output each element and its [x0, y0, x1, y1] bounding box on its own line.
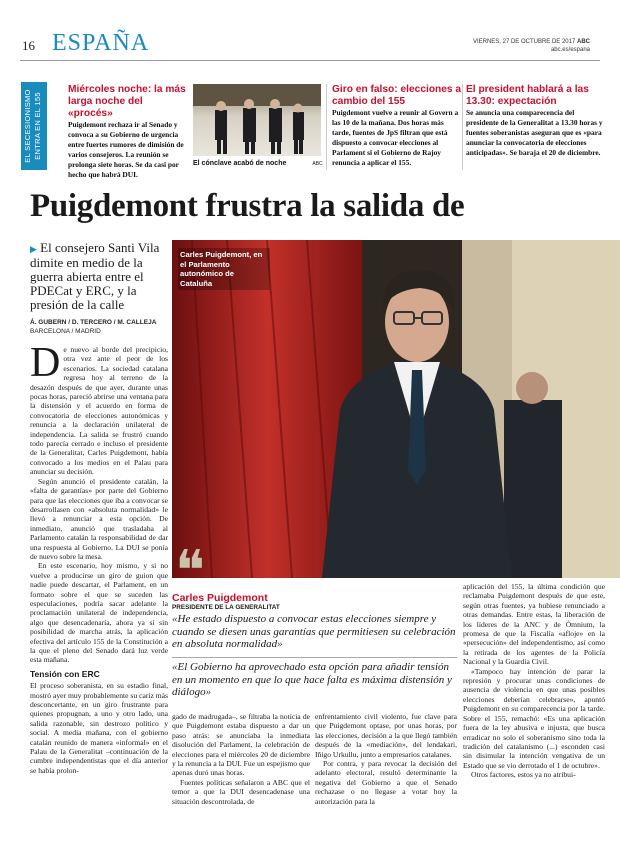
body-paragraph: aplicación del 155, la última condición que reclamaba Puigdemont después de que este, según otras fuentes, ya hubiese renunciado a otras demandas. Entre estas, la liberación de los líderes de la ANC y de Òmnium, la promesa de que la Fiscalía «afloje» en la «persecución» del independentismo, así como la retirada de los agentes de la Policía Nacional y la Guardia Civil. [463, 582, 605, 667]
body-paragraph: Según anunció el presidente catalán, la «falta de garantías» por parte del Gobierno para que las elecciones que iba a convocar se desarrollasen con «absoluta normalidad» le llevó a renunciar a esta opción. De inmediato, anunció que trasladaba al Parlamento catalán la responsabilidad de dar una respuesta al Gobierno. La DUI se ponía de nuevo sobre la mesa. [30, 476, 168, 561]
dropcap: D [30, 340, 61, 386]
body-paragraph: Por contra, y para revocar la decisión del adelanto electoral, resultó determinante la negativa del Gobierno a que el Senado rechazase o no llegase a votar hoy la autorización para la [315, 759, 457, 806]
blurb-title: Miércoles noche: la más larga noche del «procés» [68, 84, 186, 119]
quote-author-role: PRESIDENTE DE LA GENERALITAT [172, 604, 280, 611]
blurb-text: Puigdemont rechaza ir al Senado y convoca a su Gobierno de urgencia entre fuertes rumores de dimisión de varios consejeros. La reunión se prolonga siete horas. Se da casi por hecho que habrá DUI. [68, 120, 184, 179]
timeline-blurb-2 [332, 84, 462, 168]
body-paragraph: gado de madrugada–, se filtraba la noticia de que Puigdemont estaba dispuesto a dar un paso atrás: se anunciaba la inmediata disolución del Parlament, la celebración de elecciones para el miércoles 20 de diciembre y la renuncia a la DUI. Fue un espejismo que apenas duró unas horas. [172, 712, 310, 778]
brand: ABC [577, 39, 590, 45]
people-walking-illustration [193, 84, 321, 156]
body-column-1 [30, 340, 168, 775]
subsection-heading: Tensión con ERC [30, 668, 100, 679]
pull-quote-1: «He estado dispuesto a convocar estas elecciones siempre y cuando se diesen unas garantías que permitiesen su celebración en absoluta normalidad» [172, 613, 456, 650]
subhead [30, 241, 170, 312]
body-column-2 [172, 712, 310, 806]
top-photo-credit: ABC [312, 161, 323, 167]
body-paragraph: e nuevo al borde del precipicio, otra vez ante el peor de los escenarios. La sociedad catalana regresa hoy al terreno de la desazón después de que ayer, durante unas pocas horas, pareció abrirse una ventana para la distensión y el acuerdo en forma de convocatoria de elecciones autonómicas y renuncia a la declaración unilateral de independencia. La salida se frustró cuando todo parecía cerrado e incluso el presidente de la Generalitat, Carles Puigdemont, había convocado a los medios en el Palau para anunciar su decisión. [30, 345, 168, 477]
body-column-4 [463, 582, 605, 780]
header-rule [20, 60, 600, 61]
body-paragraph: «Tampoco hay intención de parar la represión y procurar unas condiciones de ausencia de violencia en que unas posibles elecciones deberían celebrarse», apuntó Puigdemont en su comparecencia por la tarde. Sobre el 155, remachó: «Es una aplicación fuera de la ley abusiva e injusta, que busca erradicar no solo el soberanismo sino toda la tradición del catalanismo (...) esconden casi sin disimular la intención vengativa de un Estado que se vio derrotado el 1 de octubre». [463, 666, 605, 770]
quote-author: Carles Puigdemont [172, 592, 268, 604]
byline [30, 318, 180, 336]
section-title: ESPAÑA [52, 30, 150, 56]
top-photo-caption [193, 160, 323, 167]
blurb-divider [462, 84, 463, 170]
body-paragraph: Fuentes políticas señalaron a ABC que el temor a que la DUI desencadenase una situación descontrolada, de [172, 777, 310, 806]
quote-divider [172, 657, 457, 658]
body-paragraph: En este escenario, hoy mismo, y si no vuelve a producirse un giro de guion que nadie puede descartar, el Parlament, en un formato sobre el que se suceden las especulaciones, podría sacar adelante la proclamación unilateral de independencia, algo que desencadenaría, ahora ya sí sin posibilidad de marcha atrás, la aplicación efectiva del artículo 155 de la Constitución a la que el pleno del Senado dará luz verde esta mañana. [30, 561, 168, 665]
blurb-title: El president hablará a las 13.30: expectación [466, 84, 589, 107]
body-paragraph: Otros factores, estos ya no atribui- [471, 770, 576, 780]
quote-mark-icon: ❝ [175, 541, 206, 603]
body-paragraph: enfrentamiento civil violento, fue clave para que Puigdemont optase, por unas horas, por las elecciones, decisión a la que llegó también después de la «mediación», del lendakari, Iñigo Urkullu, junto a empresarios catalanes. [315, 712, 457, 759]
dateline [473, 38, 590, 54]
byline-location: BARCELONA / MADRID [30, 328, 101, 335]
issue-date: VIERNES, 27 DE OCTUBRE DE 2017 [472, 39, 576, 45]
body-paragraph: El proceso soberanista, en su estadio final, mostró ayer muy probablemente su cariz más desconcertante, en un giro frustrante para quienes propugnan, a uno y otro lado, una salida razonable, sin destrozo político y social. A media mañana, con el gobierno catalán reunido de manera «informal» en el Palau de la Generalitat –continuación de la cumbre independentistas que el día anterior se había prolon- [30, 681, 168, 775]
section-url: abc.es/espana [550, 47, 590, 53]
pull-quote-2: «El Gobierno ha aprovechado esta opción para añadir tensión en un momento en que lo que hace falta es máxima distensión y diálogo» [172, 661, 452, 698]
top-photo [193, 84, 321, 156]
subhead-text: El consejero Santi Vila dimite en medio de la guerra abierta entre el PDECat y ERC, y la presión de la calle [30, 240, 160, 312]
blurb-title: Giro en falso: elecciones a cambio del 155 [332, 84, 462, 107]
puigdemont-portrait-illustration [172, 240, 620, 578]
main-photo [172, 240, 620, 578]
timeline-blurb-1 [68, 84, 188, 180]
byline-authors: Á. GUBERN / D. TERCERO / M. CALLEJA [30, 319, 157, 326]
blurb-divider [326, 84, 327, 170]
page-number: 16 [22, 38, 35, 53]
body-column-3 [315, 712, 457, 806]
sidebar-label: EL SECESIONISMO ENTRA EN EL 155 [23, 89, 42, 163]
main-photo-caption: Carles Puigdemont, en el Parlamento autonómico de Cataluña [178, 248, 270, 290]
blurb-text: Puigdemont vuelve a reunir al Govern a las 10 de la mañana. Dos horas más tarde, fuentes de JpS filtran que está dispuesto a convocar elecciones al Parlament si el Gobierno de Rajoy renuncia a aplicar el 155. [332, 108, 459, 167]
timeline-blurb-3 [466, 84, 604, 158]
triangle-bullet-icon: ▶ [30, 244, 37, 254]
blurb-text: Se anuncia una comparecencia del presidente de la Generalitat a 13.30 horas y fuentes soberanistas aseguran que es «para anunciar la convocatoria de elecciones anticipadas». Se baraja el 20 de diciembre. [466, 108, 603, 157]
top-photo-caption-text: El cónclave acabó de noche [193, 160, 287, 167]
headline: Puigdemont frustra la salida de [30, 188, 465, 224]
